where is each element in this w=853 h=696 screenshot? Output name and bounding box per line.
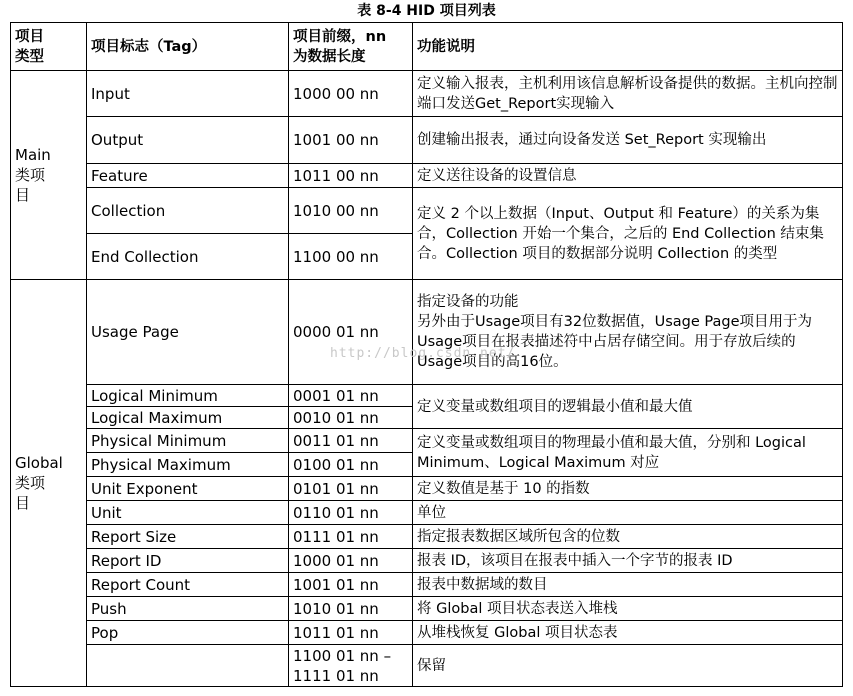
- prefix-cell: 1010 01 nn: [289, 597, 413, 621]
- table-row: [11, 573, 843, 597]
- tag-cell: Input: [87, 71, 289, 117]
- tag-cell: Report Size: [87, 525, 289, 549]
- tag-cell: Physical Maximum: [87, 453, 289, 477]
- tag-cell: Logical Minimum: [87, 385, 289, 407]
- desc-cell: 定义 2 个以上数据（Input、Output 和 Feature）的关系为集合，Collection 开始一个集合，之后的 End Collection 结束集合。Collection 项目的数据部分说明 Collection 的类型: [413, 188, 843, 280]
- main-type-cell: Main 类项 目: [11, 71, 87, 280]
- prefix-cell: 1001 00 nn: [289, 117, 413, 164]
- desc-cell: 定义变量或数组项目的物理最小值和最大值，分别和 Logical Minimum、Logical Maximum 对应: [413, 429, 843, 477]
- prefix-cell: 0001 01 nn: [289, 385, 413, 407]
- global-type-cell: Global 类项 目: [11, 280, 87, 687]
- table-row: [11, 645, 843, 687]
- header-row: [11, 23, 843, 71]
- desc-cell: 定义送往设备的设置信息: [413, 164, 843, 188]
- desc-cell: 指定报表数据区域所包含的位数: [413, 525, 843, 549]
- table-row: [11, 280, 843, 385]
- tag-cell: Report ID: [87, 549, 289, 573]
- table-row: [11, 164, 843, 188]
- desc-cell: 单位: [413, 501, 843, 525]
- prefix-cell: 0000 01 nn: [289, 280, 413, 385]
- watermark: http://blog.csdn.net/: [330, 346, 516, 361]
- table-row: [11, 385, 843, 407]
- prefix-cell: 1001 01 nn: [289, 573, 413, 597]
- desc-cell: 保留: [413, 645, 843, 687]
- table-row: [11, 429, 843, 453]
- prefix-cell: 1011 00 nn: [289, 164, 413, 188]
- tag-cell: Pop: [87, 621, 289, 645]
- tag-cell: [87, 645, 289, 687]
- table-row: [11, 117, 843, 164]
- prefix-cell: 1100 01 nn – 1111 01 nn: [289, 645, 413, 687]
- desc-cell: 将 Global 项目状态表送入堆栈: [413, 597, 843, 621]
- tag-cell: Logical Maximum: [87, 407, 289, 429]
- header-desc: 功能说明: [413, 23, 843, 71]
- desc-cell: 从堆栈恢复 Global 项目状态表: [413, 621, 843, 645]
- prefix-cell: 1100 00 nn: [289, 234, 413, 280]
- hid-item-table: [10, 22, 843, 687]
- prefix-cell: 0010 01 nn: [289, 407, 413, 429]
- prefix-cell: 0111 01 nn: [289, 525, 413, 549]
- desc-cell: 定义变量或数组项目的逻辑最小值和最大值: [413, 385, 843, 429]
- tag-cell: Usage Page: [87, 280, 289, 385]
- tag-cell: Report Count: [87, 573, 289, 597]
- tag-cell: Physical Minimum: [87, 429, 289, 453]
- tag-cell: Feature: [87, 164, 289, 188]
- prefix-cell: 1000 00 nn: [289, 71, 413, 117]
- table-row: [11, 549, 843, 573]
- tag-cell: Unit: [87, 501, 289, 525]
- table-row: [11, 621, 843, 645]
- desc-cell: 报表 ID，该项目在报表中插入一个字节的报表 ID: [413, 549, 843, 573]
- tag-cell: Push: [87, 597, 289, 621]
- table-row: [11, 525, 843, 549]
- tag-cell: Unit Exponent: [87, 477, 289, 501]
- desc-cell: 创建输出报表，通过向设备发送 Set_Report 实现输出: [413, 117, 843, 164]
- prefix-cell: 0100 01 nn: [289, 453, 413, 477]
- desc-cell: 定义输入报表，主机利用该信息解析设备提供的数据。主机向控制端口发送Get_Report实现输入: [413, 71, 843, 117]
- table-row: [11, 188, 843, 234]
- prefix-cell: 0011 01 nn: [289, 429, 413, 453]
- prefix-cell: 0101 01 nn: [289, 477, 413, 501]
- prefix-cell: 1000 01 nn: [289, 549, 413, 573]
- header-type: 项目 类型: [11, 23, 87, 71]
- tag-cell: Output: [87, 117, 289, 164]
- header-prefix: 项目前缀，nn 为数据长度: [289, 23, 413, 71]
- table-row: [11, 477, 843, 501]
- table-row: [11, 501, 843, 525]
- desc-cell: 指定设备的功能 另外由于Usage项目有32位数据值，Usage Page项目用于为Usage项目在报表描述符中占居存储空间。用于存放后续的Usage项目的高16位。: [413, 280, 843, 385]
- tag-cell: End Collection: [87, 234, 289, 280]
- desc-cell: 定义数值是基于 10 的指数: [413, 477, 843, 501]
- prefix-cell: 0110 01 nn: [289, 501, 413, 525]
- desc-cell: 报表中数据域的数目: [413, 573, 843, 597]
- table-row: [11, 71, 843, 117]
- table-caption: 表 8-4 HID 项目列表: [357, 3, 496, 19]
- table-row: [11, 597, 843, 621]
- tag-cell: Collection: [87, 188, 289, 234]
- header-tag: 项目标志（Tag）: [87, 23, 289, 71]
- prefix-cell: 1010 00 nn: [289, 188, 413, 234]
- prefix-cell: 1011 01 nn: [289, 621, 413, 645]
